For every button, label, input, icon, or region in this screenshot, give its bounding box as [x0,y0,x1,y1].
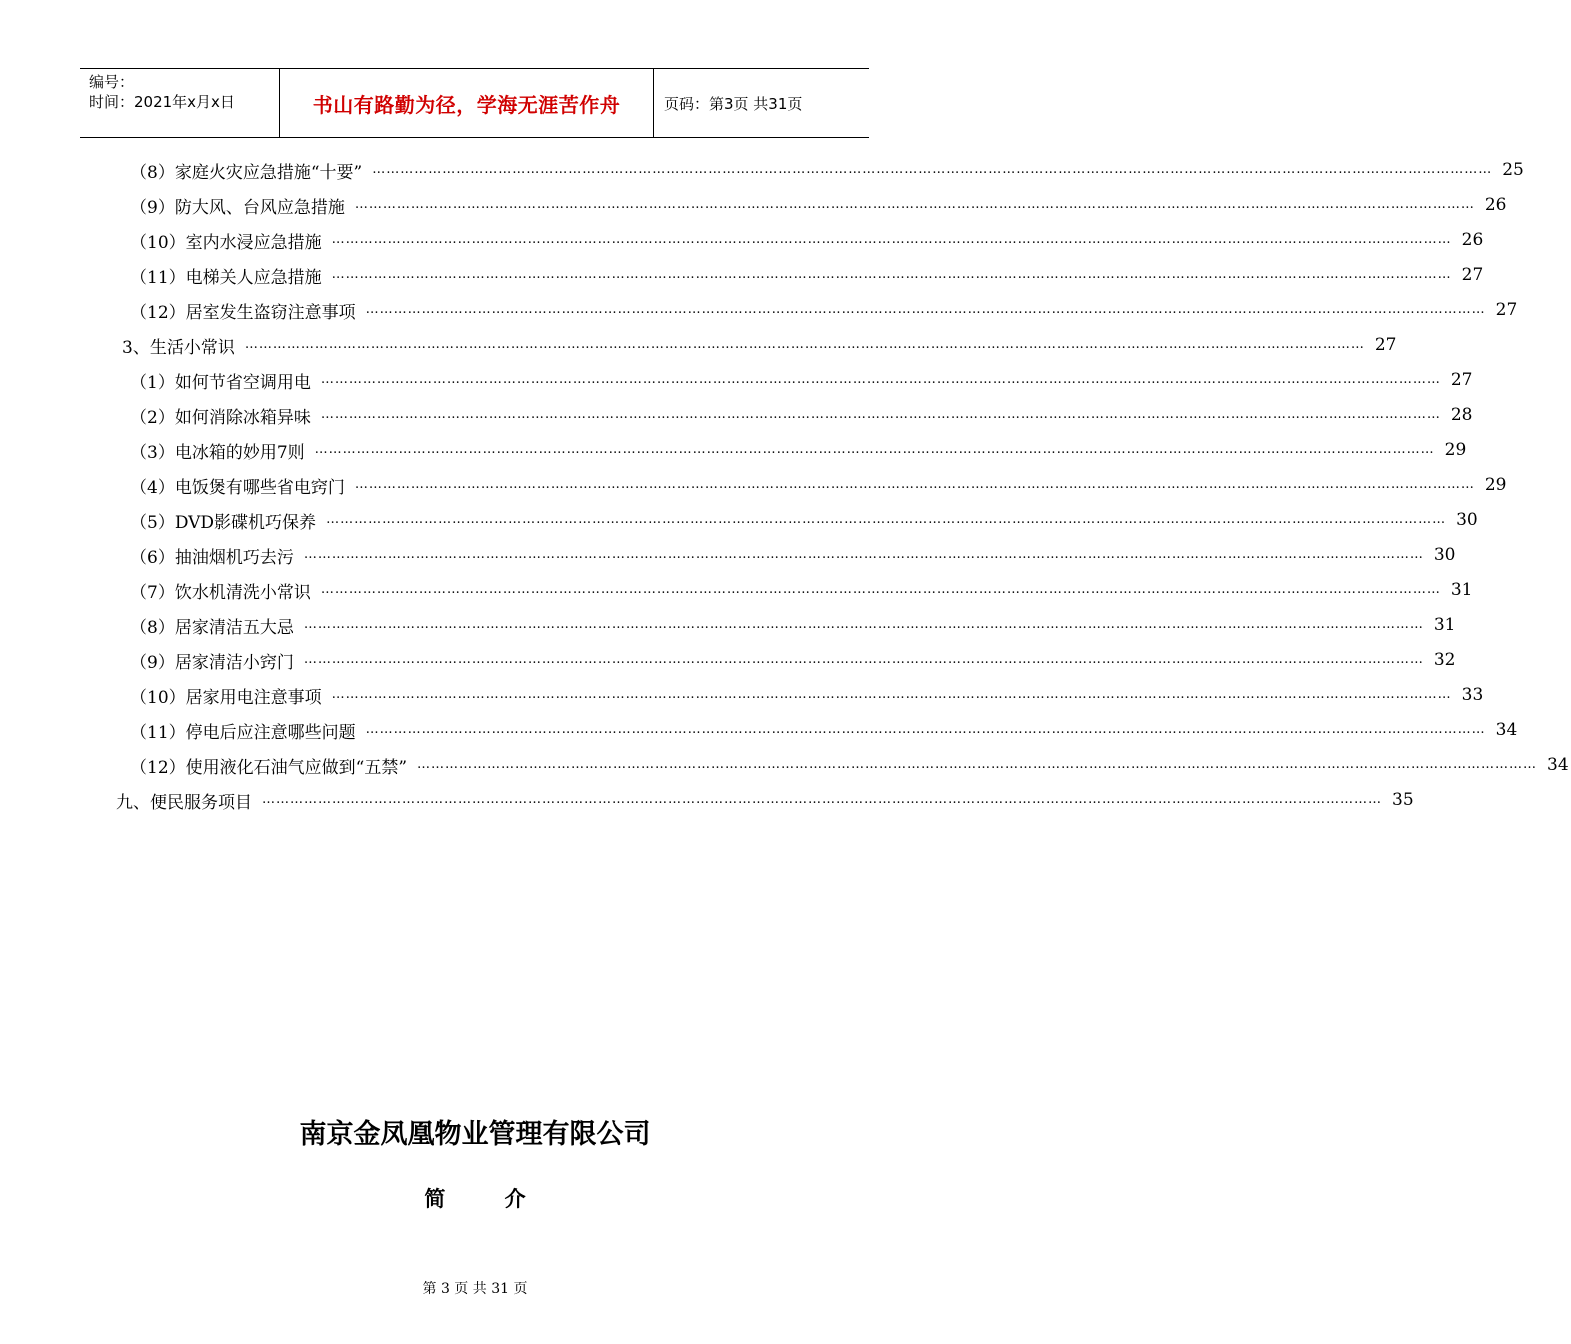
toc-entry-label: （4）电饭煲有哪些省电窍门 [130,477,345,498]
header-page-info-cell [654,69,869,137]
toc-entry [130,578,1473,603]
toc-entry-page: 27 [1461,265,1484,285]
toc-entry-page: 30 [1456,510,1478,530]
toc-entry [130,368,1473,393]
toc-leader-dots: …………………………………………………………………………………………………………………………………………………………………………………………………………………… [354,197,1475,212]
company-name: 南京金凤凰物业管理有限公司 [299,1119,651,1150]
toc-entry [130,718,1518,743]
toc-entry [130,438,1467,463]
toc-entry-page: 30 [1433,545,1456,565]
toc-entry-page: 26 [1484,195,1507,215]
toc-entry [130,228,1484,253]
toc-leader-dots: …………………………………………………………………………………………………………………………………………………………………………………………………………………… [320,372,1441,387]
toc-entry [130,543,1456,568]
toc-entry-label: （2）如何消除冰箱异味 [130,407,311,428]
toc-entry-label: （1）如何节省空调用电 [130,372,311,393]
toc-entry-page: 29 [1484,475,1507,495]
toc-leader-dots: …………………………………………………………………………………………………………………………………………………………………………………………………………………… [303,617,1424,632]
toc-entry [130,263,1484,288]
toc-entry-page: 34 [1495,720,1518,740]
toc-leader-dots: …………………………………………………………………………………………………………………………………………………………………………………………………………………… [331,267,1452,282]
toc-entry-page: 27 [1374,335,1397,355]
toc-leader-dots: …………………………………………………………………………………………………………………………………………………………………………………………………………………… [331,232,1452,247]
toc-entry-page: 25 [1502,160,1524,180]
toc-entry-label: （8）居家清洁五大忌 [130,617,294,638]
toc-entry-label: （12）使用液化石油气应做到“五禁” [130,757,408,778]
toc-entry-label: （3）电冰箱的妙用7则 [130,442,305,463]
toc-entry-page: 35 [1392,790,1414,810]
toc-entry-page: 34 [1547,755,1569,775]
toc-leader-dots: …………………………………………………………………………………………………………………………………………………………………………………………………………………… [365,302,1486,317]
header-motto-cell [280,69,654,137]
time-label: 时间：2021年x月x日 [89,93,235,111]
motto: 书山有路勤为径，学海无涯苦作舟 [312,92,621,117]
toc-leader-dots: …………………………………………………………………………………………………………………………………………………………………………………………………………………… [354,477,1475,492]
number-label: 编号： [89,73,135,91]
toc-entry-label: （11）电梯关人应急措施 [130,267,322,288]
toc-entry-label: （12）居室发生盗窃注意事项 [130,302,356,323]
toc-entry [130,403,1473,428]
toc-entry-page: 32 [1433,650,1456,670]
toc-entry-label: （11）停电后应注意哪些问题 [130,722,356,743]
toc-entry-page: 29 [1444,440,1467,460]
toc-leader-dots: …………………………………………………………………………………………………………………………………………………………………………………………………………………… [326,512,1447,527]
toc-leader-dots: …………………………………………………………………………………………………………………………………………………………………………………………………………………… [303,652,1424,667]
toc-entry-label: （9）居家清洁小窍门 [130,652,294,673]
toc-entry-label: （6）抽油烟机巧去污 [130,547,294,568]
page-info: 页码：第3页 共31页 [664,94,803,113]
toc-leader-dots: …………………………………………………………………………………………………………………………………………………………………………………………………………………… [417,757,1538,772]
toc-leader-dots: …………………………………………………………………………………………………………………………………………………………………………………………………………………… [372,162,1493,177]
toc-entry [130,683,1484,708]
section-title: 简 介 [424,1187,552,1211]
page-header [80,68,869,138]
toc-entry-page: 27 [1495,300,1518,320]
toc-entry [130,193,1507,218]
toc-entry [130,473,1507,498]
toc-entry-label: （5）DVD影碟机巧保养 [130,512,317,533]
toc-leader-dots: …………………………………………………………………………………………………………………………………………………………………………………………………………………… [244,337,1365,352]
toc-entry [130,613,1456,638]
toc-entry [130,298,1518,323]
toc-entry-label: （7）饮水机清洗小常识 [130,582,311,603]
toc-entry [130,753,1569,778]
toc-entry-label: 九、便民服务项目 [116,792,252,813]
toc-entry-label: （9）防大风、台风应急措施 [130,197,345,218]
toc-entry-page: 27 [1450,370,1473,390]
toc-leader-dots: …………………………………………………………………………………………………………………………………………………………………………………………………………………… [314,442,1435,457]
toc-entry-page: 33 [1461,685,1484,705]
toc-entry-label: 3、生活小常识 [122,337,235,358]
toc-entry [122,333,1397,358]
toc-leader-dots: …………………………………………………………………………………………………………………………………………………………………………………………………………………… [365,722,1486,737]
toc-entry [130,158,1524,183]
toc-leader-dots: …………………………………………………………………………………………………………………………………………………………………………………………………………………… [262,792,1382,807]
page-footer: 第 3 页 共 31 页 [422,1281,528,1297]
toc-entry [116,788,1414,813]
toc-entry-page: 31 [1450,580,1473,600]
header-meta [80,69,280,137]
toc-leader-dots: …………………………………………………………………………………………………………………………………………………………………………………………………………………… [303,547,1424,562]
toc-entry [130,648,1456,673]
toc-entry-label: （10）室内水浸应急措施 [130,232,322,253]
toc-leader-dots: …………………………………………………………………………………………………………………………………………………………………………………………………………………… [320,407,1441,422]
toc-entry-label: （10）居家用电注意事项 [130,687,322,708]
toc-entry-label: （8）家庭火灾应急措施“十要” [130,162,363,183]
toc-leader-dots: …………………………………………………………………………………………………………………………………………………………………………………………………………………… [331,687,1452,702]
toc-entry-page: 31 [1433,615,1456,635]
toc-leader-dots: …………………………………………………………………………………………………………………………………………………………………………………………………………………… [320,582,1441,597]
toc-entry [130,508,1478,533]
toc-entry-page: 28 [1450,405,1473,425]
toc-entry-page: 26 [1461,230,1484,250]
